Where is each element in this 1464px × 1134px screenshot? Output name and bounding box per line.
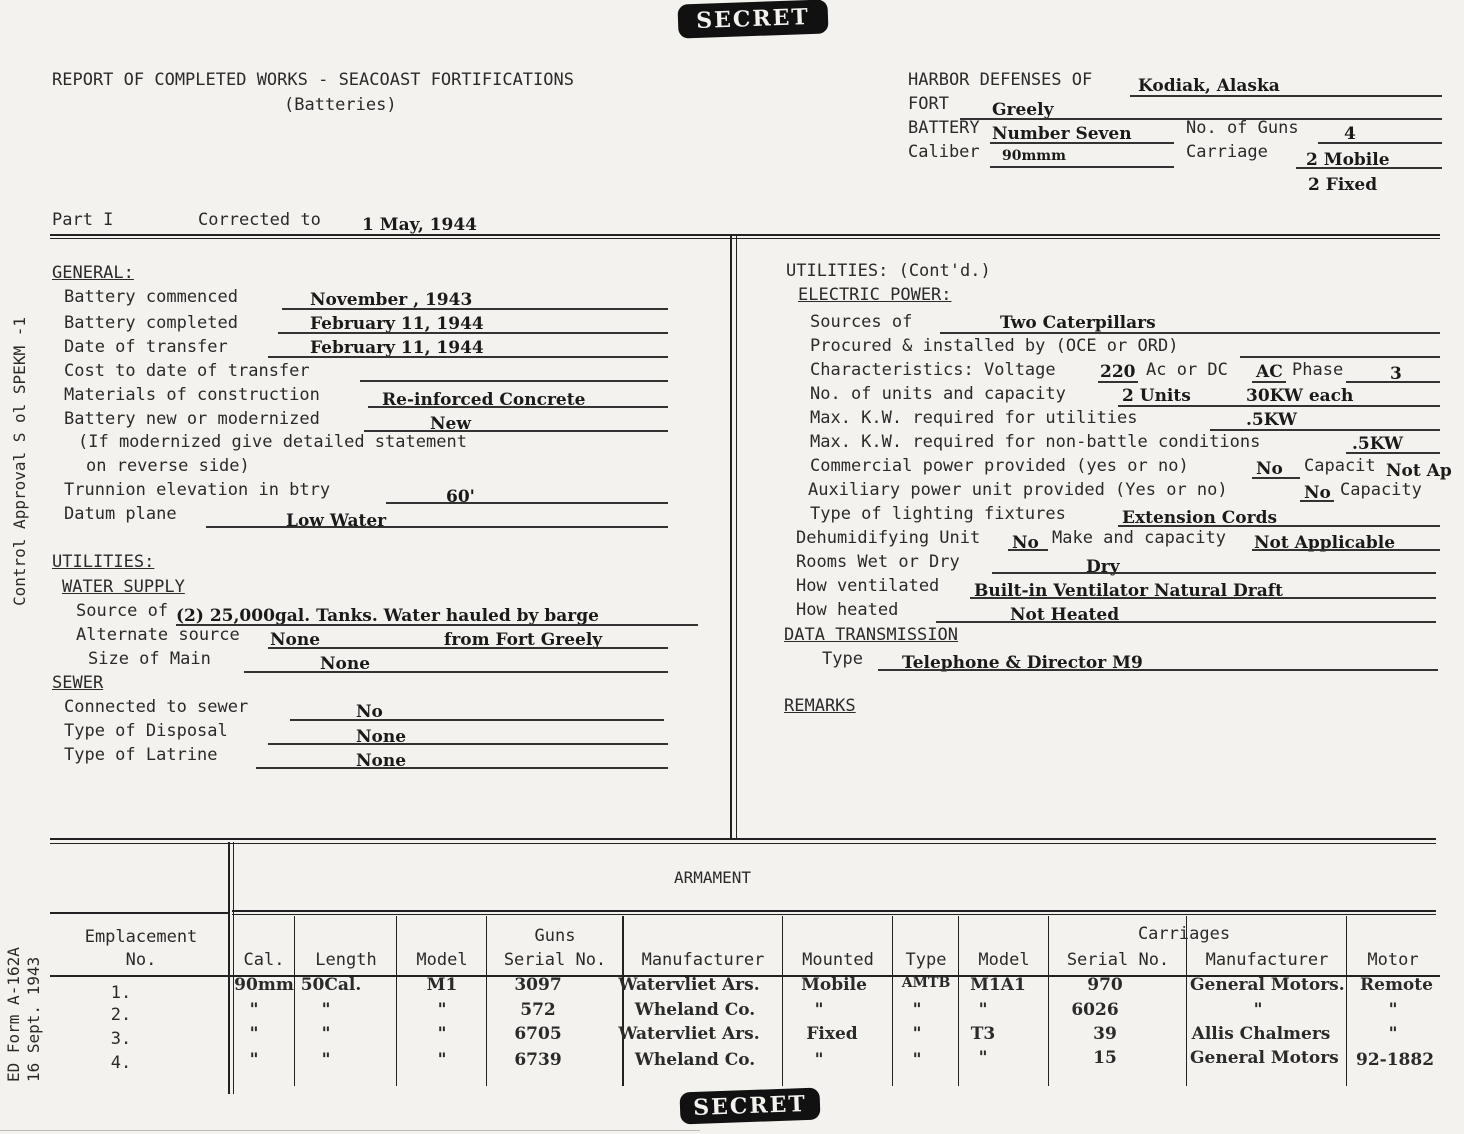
guns-group-header: Guns xyxy=(534,926,576,946)
fort-label: FORT xyxy=(908,94,949,114)
data-transmission-heading: DATA TRANSMISSION xyxy=(784,625,958,645)
battery-label: BATTERY xyxy=(908,118,980,138)
rooms-label: Rooms Wet or Dry xyxy=(796,552,960,572)
general-heading: GENERAL: xyxy=(52,263,134,283)
main-size-value: None xyxy=(320,654,371,674)
row-mounted: Mobile xyxy=(801,975,867,995)
col-carriage-manufacturer-header: Manufacturer xyxy=(1205,950,1329,970)
row-serial: 6705 xyxy=(514,1024,562,1044)
row-carriage-serial: 39 xyxy=(1093,1024,1117,1044)
carriage-value-fixed: 2 Fixed xyxy=(1308,175,1378,195)
phase-label: Phase xyxy=(1292,360,1344,380)
row-type: " xyxy=(912,1050,922,1070)
row-mounted: " xyxy=(814,1050,824,1070)
units-value: 2 Units xyxy=(1122,386,1191,406)
lighting-value: Extension Cords xyxy=(1122,508,1278,528)
secret-stamp-bottom: SECRET xyxy=(679,1088,820,1125)
row-type: " xyxy=(912,1000,922,1020)
aux-power-value: No xyxy=(1304,483,1331,503)
row-carriage-model: " xyxy=(978,1000,988,1020)
commercial-power-label: Commercial power provided (yes or no) xyxy=(810,456,1189,476)
secret-stamp-top: SECRET xyxy=(677,0,828,39)
row-no: 4. xyxy=(110,1053,132,1073)
commercial-capacity-value: Not Ap xyxy=(1386,461,1452,481)
row-motor: 92-1882 xyxy=(1356,1050,1435,1070)
row-model: " xyxy=(437,1024,447,1044)
row-manufacturer: Watervliet Ars. xyxy=(618,1024,760,1044)
transfer-label: Date of transfer xyxy=(64,337,228,357)
col-motor-header: Motor xyxy=(1367,950,1419,970)
row-serial: 572 xyxy=(520,1000,556,1020)
guns-count-label: No. of Guns xyxy=(1186,118,1299,138)
alternate-source-value: None xyxy=(270,630,321,650)
fort-value: Greely xyxy=(992,100,1054,120)
maxkw-nonbattle-value: .5KW xyxy=(1352,434,1404,454)
trunnion-value: 60' xyxy=(446,487,475,507)
utilities-contd-heading: UTILITIES: (Cont'd.) xyxy=(786,261,991,281)
lighting-label: Type of lighting fixtures xyxy=(810,504,1066,524)
commenced-label: Battery commenced xyxy=(64,287,238,307)
connected-sewer-value: No xyxy=(356,702,383,722)
ventilated-label: How ventilated xyxy=(796,576,940,596)
row-carriage-model: T3 xyxy=(970,1024,996,1044)
harbor-value: Kodiak, Alaska xyxy=(1138,76,1280,96)
row-type: AMTB xyxy=(901,975,951,991)
row-no: 2. xyxy=(110,1005,132,1025)
harbor-label: HARBOR DEFENSES OF xyxy=(908,70,1093,90)
transmission-type-value: Telephone & Director M9 xyxy=(902,653,1143,673)
row-model: M1 xyxy=(426,975,458,995)
rooms-value: Dry xyxy=(1086,557,1120,577)
transfer-value: February 11, 1944 xyxy=(310,338,484,358)
row-carriage-serial: 6026 xyxy=(1071,1000,1119,1020)
row-cal: " xyxy=(249,1050,259,1070)
cost-label: Cost to date of transfer xyxy=(64,361,310,381)
row-no: 1. xyxy=(110,983,132,1003)
report-subtitle: (Batteries) xyxy=(284,95,397,115)
characteristics-label: Characteristics: Voltage xyxy=(810,360,1056,380)
guns-count-value: 4 xyxy=(1344,124,1356,144)
row-carriage-manufacturer: General Motors. xyxy=(1190,975,1345,995)
col-carriage-serial-header: Serial No. xyxy=(1066,950,1170,970)
heated-value: Not Heated xyxy=(1010,605,1120,625)
row-serial: 6739 xyxy=(514,1050,562,1070)
control-approval-text: Control Approval S ol SPEKM -1 xyxy=(10,317,29,606)
row-carriage-serial: 970 xyxy=(1087,975,1123,995)
row-serial: 3097 xyxy=(514,975,562,995)
col-type-header: Type xyxy=(905,950,947,970)
row-motor: " xyxy=(1388,1000,1398,1020)
col-mounted-header: Mounted xyxy=(802,950,874,970)
acdc-value: AC xyxy=(1256,362,1283,382)
aux-capacity-label: Capacity xyxy=(1340,480,1422,500)
row-cal: 90mm xyxy=(234,975,294,995)
corrected-label: Corrected to xyxy=(198,210,321,230)
heated-label: How heated xyxy=(796,600,899,620)
voltage-value: 220 xyxy=(1100,362,1136,382)
commercial-capacity-label: Capacit xyxy=(1304,456,1376,476)
main-size-label: Size of Main xyxy=(88,649,211,669)
col-manufacturer-header: Manufacturer xyxy=(641,950,765,970)
dehumidifying-label: Dehumidifying Unit xyxy=(796,528,981,548)
maxkw-nonbattle-label: Max. K.W. required for non-battle conditions xyxy=(810,432,1261,452)
form-date-text: 16 Sept. 1943 xyxy=(24,956,43,1082)
col-serial-header: Serial No. xyxy=(503,950,607,970)
row-manufacturer: Wheland Co. xyxy=(634,1000,756,1020)
row-mounted: " xyxy=(814,1000,824,1020)
water-source-value: (2) 25,000gal. Tanks. Water hauled by barge xyxy=(176,606,599,626)
carriage-value-mobile: 2 Mobile xyxy=(1306,150,1390,170)
row-manufacturer: Watervliet Ars. xyxy=(618,975,760,995)
alternate-source-note: from Fort Greely xyxy=(444,630,603,650)
modernized-note: (If modernized give detailed statement xyxy=(78,432,467,452)
row-motor: " xyxy=(1388,1024,1398,1044)
water-supply-heading: WATER SUPPLY xyxy=(62,577,185,597)
new-modernized-label: Battery new or modernized xyxy=(64,409,320,429)
row-length: " xyxy=(321,1024,331,1044)
power-sources-label: Sources of xyxy=(810,312,913,332)
sewer-heading: SEWER xyxy=(52,673,104,693)
trunnion-label: Trunnion elevation in btry xyxy=(64,480,331,500)
row-carriage-manufacturer: Allis Chalmers xyxy=(1191,1024,1331,1044)
col-cal-header: Cal. xyxy=(243,950,285,970)
row-mounted: Fixed xyxy=(806,1024,858,1044)
caliber-label: Caliber xyxy=(908,142,980,162)
commenced-value: November , 1943 xyxy=(310,290,473,310)
corrected-value: 1 May, 1944 xyxy=(362,215,477,235)
disposal-label: Type of Disposal xyxy=(64,721,228,741)
capacity-value: 30KW each xyxy=(1246,386,1354,406)
completed-label: Battery completed xyxy=(64,313,238,333)
row-carriage-model: " xyxy=(978,1048,988,1068)
row-type: " xyxy=(912,1024,922,1044)
dehumidifying-value: No xyxy=(1012,533,1039,553)
col-length-header: Length xyxy=(315,950,377,970)
power-sources-value: Two Caterpillars xyxy=(1000,313,1156,333)
col-carriage-model-header: Model xyxy=(978,950,1030,970)
phase-value: 3 xyxy=(1390,364,1402,384)
row-model: " xyxy=(437,1000,447,1020)
units-capacity-label: No. of units and capacity xyxy=(810,384,1066,404)
latrine-label: Type of Latrine xyxy=(64,745,218,765)
emplacement-header: Emplacement xyxy=(84,927,198,947)
emplacement-header-no: No. xyxy=(125,950,157,970)
procured-label: Procured & installed by (OCE or ORD) xyxy=(810,336,1179,356)
datum-value: Low Water xyxy=(286,511,387,531)
caliber-value: 90mmm xyxy=(1002,148,1066,164)
row-no: 3. xyxy=(110,1029,132,1049)
materials-label: Materials of construction xyxy=(64,385,320,405)
row-carriage-manufacturer: General Motors xyxy=(1190,1048,1339,1068)
battery-value: Number Seven xyxy=(992,124,1132,144)
transmission-type-label: Type xyxy=(822,649,863,669)
row-model: " xyxy=(437,1050,447,1070)
row-cal: " xyxy=(249,1000,259,1020)
connected-sewer-label: Connected to sewer xyxy=(64,697,249,717)
row-cal: " xyxy=(249,1024,259,1044)
col-model-header: Model xyxy=(416,950,468,970)
new-modernized-value: New xyxy=(430,414,471,434)
carriage-label: Carriage xyxy=(1186,142,1268,162)
utilities-heading: UTILITIES: xyxy=(52,552,155,572)
row-carriage-model: M1A1 xyxy=(970,975,1026,995)
make-capacity-label: Make and capacity xyxy=(1052,528,1226,548)
row-motor: Remote xyxy=(1360,975,1433,995)
datum-label: Datum plane xyxy=(64,504,177,524)
acdc-label: Ac or DC xyxy=(1146,360,1228,380)
alternate-source-label: Alternate source xyxy=(76,625,240,645)
maxkw-utilities-value: .5KW xyxy=(1246,410,1298,430)
water-source-label: Source of xyxy=(76,601,169,621)
completed-value: February 11, 1944 xyxy=(310,314,484,334)
materials-value: Re-inforced Concrete xyxy=(382,390,586,410)
row-manufacturer: Wheland Co. xyxy=(634,1050,756,1070)
part-label: Part I xyxy=(52,210,114,230)
maxkw-utilities-label: Max. K.W. required for utilities xyxy=(810,408,1138,428)
commercial-power-value: No xyxy=(1256,459,1283,479)
form-number-text: ED Form A-162A xyxy=(4,947,23,1082)
modernized-note-2: on reverse side) xyxy=(86,456,250,476)
electric-power-heading: ELECTRIC POWER: xyxy=(798,285,952,305)
row-length: " xyxy=(321,1000,331,1020)
armament-title: ARMAMENT xyxy=(674,868,752,887)
row-length: 50Cal. xyxy=(300,975,362,995)
disposal-value: None xyxy=(356,727,407,747)
make-capacity-value: Not Applicable xyxy=(1254,533,1396,553)
row-carriage-serial: 15 xyxy=(1093,1048,1117,1068)
row-carriage-manufacturer: " xyxy=(1253,1000,1263,1020)
carriages-group-header: Carriages xyxy=(1137,924,1231,944)
latrine-value: None xyxy=(356,751,407,771)
row-length: " xyxy=(321,1050,331,1070)
ventilated-value: Built-in Ventilator Natural Draft xyxy=(974,581,1283,601)
remarks-heading: REMARKS xyxy=(784,696,856,716)
report-title: REPORT OF COMPLETED WORKS - SEACOAST FORTIFICATIONS xyxy=(52,70,574,90)
aux-power-label: Auxiliary power unit provided (Yes or no) xyxy=(808,480,1228,500)
